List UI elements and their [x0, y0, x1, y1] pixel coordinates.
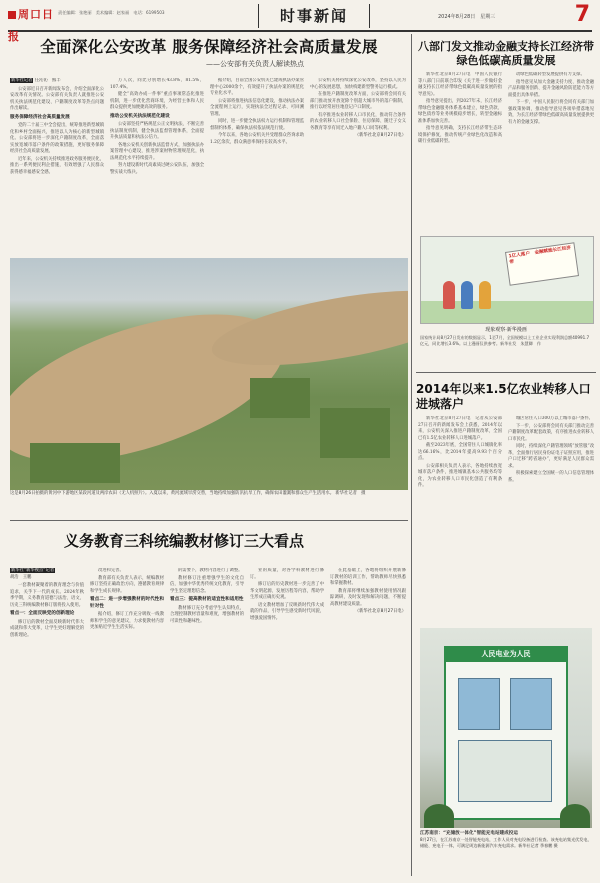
finance-column-2 [508, 72, 594, 232]
paragraph: 同时，进一步健全执法权力运行机制和管理监督制约体系，确保执法权依法规范行使。 [210, 119, 304, 131]
paragraph: 指导意见从加大金融支持力度、推动金融产品和服务创新、提升金融风险防范能力等方面提出具体举措。 [508, 79, 594, 98]
paragraph: 城区常住人口300万以上城市落户条件。 [516, 416, 593, 421]
paragraph: 教材修订充分考虑学生认知特点，合理控制教材容量和难度，增强教材的可读性和趣味性。 [170, 605, 244, 624]
paragraph: 各地公安机关创新执法监督方式，加强执法办案管理中心建设，推进涉案财物管理规范化，执法规范化水平持续提升。 [110, 142, 204, 161]
lead-headline[interactable]: 全面深化公安改革 服务保障经济社会高质量发展 [40, 38, 378, 56]
education-column-5 [330, 568, 406, 876]
page-number: 7 [574, 2, 590, 27]
paragraph: 改进和完善。 [98, 568, 124, 573]
paragraph: 新华社北京8月27日电 中国人民银行等八部门日前联合印发《关于进一步做好金融支持长江经济带绿色低碳高质量发展的指导意见》。 [418, 72, 502, 97]
paragraph: 下一步，中国人民银行将会同有关部门加强政策协调，推动指导意见各项举措落地见效，为长江经济带绿色低碳高质量发展提供更有力的金融支撑。 [508, 100, 594, 125]
charging-station [444, 646, 568, 820]
cartoon-person [461, 281, 473, 309]
agriculture-column-2 [508, 416, 594, 626]
education-column-1 [10, 568, 84, 876]
paragraph: 积极探索建立全国统一的人口信息管理体系。 [508, 471, 594, 483]
field-shape [30, 443, 120, 483]
paragraph: 语文教材增加了反映新时代伟大成就的作品，引导学生感受新时代风貌，增强爱国情怀。 [250, 602, 324, 621]
education-byline: 新华社“新华视点”记者 胡浩 王鹏 [10, 568, 55, 580]
newspaper-logo[interactable]: 周口日报 [8, 8, 54, 43]
station-photo-caption: 江苏南京：“充储放一体化”智能充电站建成投运 8月27日，在江苏南京一处智能充电站，工作人员对充电设备进行检查。该充电站集光伏发电、储能、充电于一体，可满足周边新能源汽车充电需求。新华社记者 季春鹏 摄 [420, 831, 592, 848]
cartoon-person [443, 281, 455, 309]
finance-column-1 [418, 72, 502, 232]
paragraph: 据介绍，修订工作充分吸收一线教师和学生的意见建议，力求使教材内容更加贴近学生生活实际。 [90, 612, 164, 630]
education-subhead: 看点一：全面反映党的创新理论 [10, 611, 75, 616]
plant-shape [560, 804, 590, 828]
paragraph: 动绿色低碳转型发展提供有力支撑。 [516, 72, 585, 77]
paragraph: 教育部将继续加强教材使用情况跟踪调研，及时发现和解决问题，不断提高教材建设质量。 [330, 588, 406, 607]
field-shape [320, 408, 390, 458]
divider [10, 520, 408, 521]
lead-subhead: 服务保障经济社会高质量发展 [10, 114, 70, 120]
paragraph: 修订后的教材全面反映新时代伟大成就和伟大变革，让学生更好理解党的创新理论。 [10, 619, 84, 638]
education-headline[interactable]: 义务教育三科统编教材修订三大看点 [64, 532, 305, 550]
paragraph: 教材修订注重增强学生的文化自信，加强中华优秀传统文化教育，引导学生坚定理想信念。 [170, 575, 244, 594]
cartoon-caption: 现象观察·新华漫画 [485, 327, 527, 333]
lead-column-3 [210, 78, 304, 252]
paragraph: 业的质量，对各学科教材进行修订。 [250, 568, 324, 580]
paragraph: 指导意见提出，到2027年末，长江经济带绿色金融服务体系基本建立，绿色贷款、绿色债券等业务规模稳步增长，转型金融标准体系加快完善。 [418, 99, 502, 124]
river-photo-caption: 这是8月26日拍摄的黄河中下游地区某段河道及两岸农田（无人机照片）。入夏以来，黄河流域旱涝交替，当地持续加强防汛抗旱工作，确保农田灌溉和群众生产生活用水。 新华社记者 摄 [10, 491, 366, 496]
river-aerial-photo[interactable] [10, 258, 408, 490]
editor-credits: 责任编辑：张艳丽 美术编辑：赵家福 电话：6199503 [58, 10, 165, 15]
field-shape [250, 378, 310, 418]
paragraph: 公安部坚持严格规范公正文明执法，不断完善执法制度机制，健全执法监督管理体系，全面提升执法质量和执法公信力。 [110, 122, 204, 140]
section-title: 时事新闻 [258, 4, 370, 28]
lead-dateline: （新华社北京8月27日电） [354, 133, 406, 138]
lead-column-1 [10, 78, 104, 252]
education-column-2 [90, 568, 164, 876]
paragraph: 有序推进农业转移人口市民化，推动符合条件的农业转移人口社会保险、住房保障、随迁子女义务教育等享有同迁入地户籍人口同等权利。 [310, 112, 406, 131]
paragraph: 公安部将推进执法信息化建设，推动执法办案全流程网上运行，实现执法全过程记录、可回溯管理。 [210, 98, 304, 117]
paragraph: 在此基础上，各地将组织开展新修订教材的培训工作，帮助教师尽快熟悉和掌握教材。 [330, 568, 406, 586]
paragraph: 公安机关将持续深化公安改革，坚持以人民为中心的发展思想，加快构建新型警务运行模式。 [310, 78, 406, 90]
logo-mark-icon [8, 11, 16, 19]
lead-subhead: 推动公安机关执法规范化建设 [110, 113, 170, 119]
paragraph: 修订后的历史教材进一步完善了中华文明起源、发展历程等内容，帮助学生形成正确历史观。 [250, 582, 324, 600]
issue-date: 2024年8月28日 星期三 [438, 14, 496, 20]
education-subhead: 看点二：进一步增强教材的时代性和针对性 [90, 597, 164, 609]
station-caption-title: 江苏南京：“充储放一体化”智能充电站建成投运 [420, 831, 518, 836]
lead-byline: 新华社记者 任沁沁 熊丰 [11, 78, 61, 83]
paragraph: 努力建设新时代高素质过硬公安队伍，加强全警实战大练兵。 [110, 163, 204, 175]
paragraph: 一套教材凝聚着的教育理念与价值追求，关乎下一代的成长。2024年秋季学期，义务教育道德与法治、语文、历史三科统编教材修订版将投入使用。 [10, 583, 84, 608]
paragraph: 的需要下，教材内容进行了调整。 [178, 568, 243, 573]
paragraph: 万人次，同比分别增长43.8%、81.5%、107.4%。 [110, 78, 204, 90]
cartoon-sign: 1亿人落户 金融赋能长江经济带 [505, 242, 579, 285]
agriculture-column-1 [418, 416, 502, 626]
lead-column-2 [110, 78, 204, 252]
charging-station-photo[interactable] [420, 628, 592, 828]
column-divider [411, 34, 412, 876]
paragraph: 指导意见明确，支持长江经济带生态环境保护修复，推动传统产业绿色化改造和高碳行业低碳转型。 [418, 126, 502, 144]
paragraph: 新华社北京8月27日电 记者从公安部27日召开的新闻发布会上获悉，2014年以来，公安机关深入推进户籍制度改革，全国已有1.5亿农业转移人口进城落户。 [418, 416, 502, 441]
agriculture-headline[interactable]: 2014年以来1.5亿农业转移人口进城落户 [416, 382, 591, 411]
paragraph: 截至2023年底，全国常住人口城镇化率达66.16%，比2014年提高9.93个百分点。 [418, 443, 502, 461]
cartoon-note: 国家统计局8月27日发布的数据显示，1至7月，全国规模以上工业企业实现利润总额40991.7亿元，同比增长3.6%。以上漫画仅供参考。新华社发 朱慧卿 作 [420, 335, 590, 346]
station-panel [458, 740, 552, 802]
paragraph: 公安部近日召开新闻发布会，介绍全面深化公安改革有关情况。公安部有关负责人就推进公安机关执法规范化建设、户籍制度改革等热点问题作出解读。 [10, 86, 104, 111]
station-panel [510, 678, 552, 730]
paragraph: 同时，持续深化户籍管理领域“放管服”改革，全面推行居民身份证电子证照应用，推进户口迁移“跨省通办”，更好满足人民群众需求。 [508, 444, 594, 469]
editorial-cartoon[interactable] [420, 236, 594, 324]
paragraph: 今年以来，各地公安机关共受理群众咨询求助1.2亿余次，群众满意率保持在较高水平。 [210, 133, 304, 145]
finance-headline[interactable]: 八部门发文推动金融支持长江经济带绿色低碳高质量发展 [418, 40, 594, 67]
plant-shape [424, 804, 454, 828]
lead-subheadline: ——公安部有关负责人解读热点 [206, 60, 304, 68]
photo-credit: 新华社记者 摄 [335, 491, 366, 496]
paragraph: 党的二十届三中全会提出，统筹推进新型城镇化和乡村全面振兴，推进以人为核心的新型城镇化。公安部将进一步深化户籍制度改革，全面落实放宽城市落户条件的政策措施，更好服务保障经济社会高质量发展。 [10, 123, 104, 154]
divider [416, 372, 596, 373]
paragraph: 下一步，公安部将会同有关部门推动完善户籍制度改革配套政策，有序推进农业转移人口市民化。 [508, 423, 594, 442]
education-column-3 [170, 568, 244, 876]
paragraph: 在推进户籍制度改革方面，公安部将会同有关部门推动放开放宽除个别超大城市外的落户限制，推行以经常居住地登记户口制度。 [310, 92, 406, 110]
station-panel [458, 678, 500, 730]
paragraph: 公安部相关负责人表示，各地持续放宽城市落户条件，推进城镇基本公共服务均等化，为农业转移人口市民化创造了有利条件。 [418, 463, 502, 488]
masthead [8, 2, 592, 43]
station-sign: 人民电业为人民 [444, 646, 568, 662]
paragraph: 教育部有关负责人表示，统编教材修订坚持正确政治方向，遵循教育规律和学生成长规律。 [90, 575, 164, 594]
paragraph: 据介绍，目前全国公安机关已建成执法办案管理中心2000余个，有效提升了执法办案的规范化专业化水平。 [210, 78, 304, 96]
lead-column-4 [310, 78, 406, 252]
paragraph: 健全“高效办成一件事”重点事项常态化推进机制，进一步优化营商环境，为经营主体和人民群众提供更加便捷高效的服务。 [110, 92, 204, 110]
education-dateline: （新华社北京8月27日电） [354, 609, 406, 614]
education-column-4 [250, 568, 324, 876]
education-subhead: 看点三：提高教材的适宜性和适用性 [170, 597, 244, 602]
paragraph: 近年来，公安机关持续推进政务服务便民化，推出一系列便民利企措施，有效增强了人民群众获得感幸福感安全感。 [10, 156, 104, 175]
cartoon-person [479, 281, 491, 309]
